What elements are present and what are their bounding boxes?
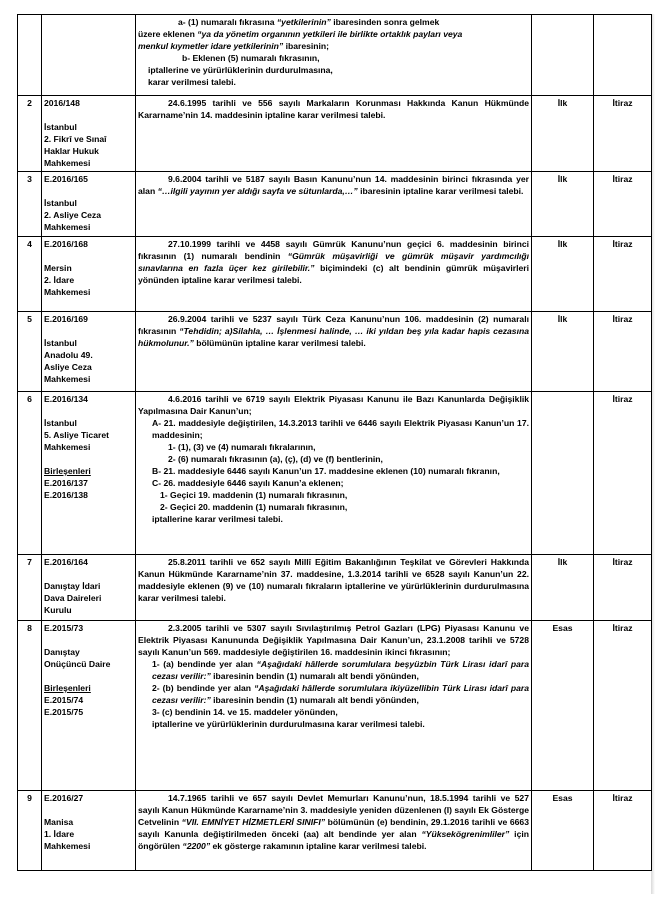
- request-paragraph: [138, 238, 529, 286]
- request-paragraph: [138, 718, 529, 730]
- text-segment: B- 21. maddesiyle 6446 sayılı Kanun’un 17. maddesine eklenen (10) numaralı fıkranın,: [152, 466, 500, 476]
- text-segment: 1- (a) bendinde yer alan: [152, 659, 257, 669]
- case-cell: [42, 791, 136, 871]
- review-type-cell: Esas: [532, 621, 594, 791]
- court-name-line: Mersin: [44, 263, 72, 273]
- text-segment: 4.6.2016 tarihli ve 6719 sayılı Elektrik Piyasası Kanunu ile Bazı Kanunlarda Değişiklik Yapılmasına Dair Kanun’un;: [138, 394, 529, 416]
- court-name-line: Danıştay: [44, 647, 80, 657]
- text-segment: 9.6.2004 tarihli ve 5187 sayılı Basın Kanunu’nun 14. maddesinin birinci fıkrasında yer alan: [138, 174, 529, 196]
- joined-cases-label: Birleşenleri: [44, 683, 91, 693]
- request-paragraph: [138, 792, 529, 852]
- table-row: [18, 555, 652, 621]
- text-segment: ek gösterge rakamının iptaline karar verilmesi talebi.: [210, 841, 427, 851]
- text-segment: 14.7.1965 tarihli ve 657 sayılı Devlet Memurları Kanunu’nun, 18.5.1994 tarihli ve 527 sayılı Kanun Hükmünde Kararname’nin 3. maddesiyle yeniden düzenlenen (I) sayılı Ek Gösterge Cetvelinin: [138, 793, 529, 827]
- quoted-text: “Tehdidin; a)Silahla, … İşlenmesi halinde, … iki yıldan beş yıla kadar hapis cezasına hükmolunur.”: [138, 326, 530, 348]
- review-type-cell: İlk: [532, 237, 594, 312]
- text-segment: için öngörülen: [138, 829, 529, 851]
- court-name-line: Anadolu 49.: [44, 350, 93, 360]
- request-paragraph: [138, 556, 529, 604]
- review-type-cell: [532, 15, 594, 96]
- request-line: [138, 28, 529, 40]
- request-text-cell: [136, 555, 532, 621]
- case-cell: [42, 15, 136, 96]
- case-number: E.2016/164: [44, 557, 88, 567]
- text-segment: biçimindeki (c) alt bendinin gümrük müşavirleri yönünden iptaline karar verilmesi talebi.: [138, 263, 529, 285]
- text-segment: üzere eklenen: [138, 29, 198, 39]
- row-number-cell: 8: [18, 621, 42, 791]
- case-number: E.2015/73: [44, 623, 84, 633]
- quoted-text: “Gümrük müşavirliği ve gümrük müşavir yardımcılığı sınavlarına en fazla üçer kez girilebilir.”: [138, 251, 529, 273]
- request-text-cell: [136, 392, 532, 555]
- case-cell: [42, 312, 136, 392]
- spacer: [44, 109, 133, 121]
- request-paragraph: [138, 682, 529, 706]
- case-cell: [42, 555, 136, 621]
- text-segment: 27.10.1999 tarihli ve 4458 sayılı Gümrük Kanunu’nun geçici 6. maddesinin birinci fıkrasının (1) numaralı bendinin: [138, 239, 529, 261]
- joined-case-number: E.2016/138: [44, 490, 88, 500]
- court-name-line: 2. Asliye Ceza: [44, 210, 102, 220]
- cases-table: [17, 14, 652, 871]
- text-segment: iptallerine karar verilmesi talebi.: [152, 514, 283, 524]
- case-cell: [42, 392, 136, 555]
- quoted-text: “Yüksekögrenimliler”: [421, 829, 510, 839]
- text-segment: 2.3.2005 tarihli ve 5307 sayılı Sıvılaştırılmış Petrol Gazları (LPG) Piyasası Kanunu ve Elektrik Piyasası Kanununda Değişiklik Yapılmasına Dair Kanun’un, 23.1.2008 tarihli ve 5728 sayılı Kanun’un 569. maddesiyle değiştirilen 16. maddesinin ikinci fıkrasının;: [138, 623, 529, 657]
- request-paragraph: [138, 441, 529, 453]
- table-row: [18, 791, 652, 871]
- court-name-line: Mahkemesi: [44, 841, 91, 851]
- quoted-text: “2200”: [182, 841, 211, 851]
- table-row: [18, 172, 652, 237]
- request-line: [138, 76, 529, 88]
- request-paragraph: [138, 97, 529, 121]
- court-name-line: Mahkemesi: [44, 374, 91, 384]
- request-text-cell: [136, 621, 532, 791]
- case-number: E.2016/168: [44, 239, 88, 249]
- court-name-line: Danıştay İdari: [44, 581, 101, 591]
- text-segment: iptallerine ve yürürlüklerinin durdurulmasına karar verilmesi talebi.: [152, 719, 425, 729]
- text-segment: ibaresinin bendin (1) numaralı alt bendi yönünden,: [210, 695, 419, 705]
- case-number: E.2016/134: [44, 394, 88, 404]
- request-line: [138, 16, 529, 28]
- court-name-line: İstanbul: [44, 418, 77, 428]
- application-type-cell: İtiraz: [594, 392, 652, 555]
- row-number-cell: 4: [18, 237, 42, 312]
- request-paragraph: [138, 477, 529, 489]
- spacer: [44, 405, 133, 417]
- court-name-line: 5. Asliye Ticaret: [44, 430, 109, 440]
- text-segment: ibaresinin bendin (1) numaralı alt bendi yönünden,: [210, 671, 419, 681]
- quoted-text: “ya da yönetim organının yetkileri ile birlikte ortaklık payları veya: [197, 29, 463, 39]
- text-segment: ibaresinden sonra gelmek: [330, 17, 440, 27]
- request-paragraph: [138, 658, 529, 682]
- spacer: [44, 670, 133, 682]
- application-type-cell: İtiraz: [594, 237, 652, 312]
- text-segment: bölümünün (e) bendinin, 29.1.2016 tarihli ve 6663 sayılı Kanunla değiştirilmeden önceki (aa) alt bendinde yer alan: [138, 817, 529, 839]
- request-paragraph: [138, 706, 529, 718]
- joined-case-number: E.2015/75: [44, 707, 84, 717]
- application-type-cell: İtiraz: [594, 172, 652, 237]
- court-name-line: Mahkemesi: [44, 442, 91, 452]
- spacer: [44, 453, 133, 465]
- case-number: E.2016/27: [44, 793, 84, 803]
- request-line: [138, 64, 529, 76]
- court-name-line: Mahkemesi: [44, 158, 91, 168]
- court-name-line: Asliye Ceza: [44, 362, 92, 372]
- spacer: [44, 325, 133, 337]
- application-type-cell: İtiraz: [594, 791, 652, 871]
- case-cell: [42, 621, 136, 791]
- court-name-line: 1. İdare: [44, 829, 75, 839]
- review-type-cell: İlk: [532, 555, 594, 621]
- request-paragraph: [138, 622, 529, 658]
- request-paragraph: [138, 489, 529, 501]
- text-segment: 3- (c) bendinin 14. ve 15. maddeler yönünden,: [152, 707, 338, 717]
- text-segment: karar verilmesi talebi.: [148, 77, 236, 87]
- spacer: [44, 568, 133, 580]
- request-paragraph: [138, 453, 529, 465]
- quoted-text: “Aşağıdaki hâllerde sorumlulara beşyüzbin Türk Lirası idarî para cezası verilir:”: [152, 659, 529, 681]
- quoted-text: menkul kıymetler idare yetkilerinin”: [138, 41, 284, 51]
- row-number-cell: 9: [18, 791, 42, 871]
- text-segment: ibaresinin;: [283, 41, 330, 51]
- text-segment: 1- Geçici 19. maddenin (1) numaralı fıkrasının,: [160, 490, 348, 500]
- request-text-cell: [136, 15, 532, 96]
- request-paragraph: [138, 173, 529, 197]
- joined-case-number: E.2016/137: [44, 478, 88, 488]
- row-number-cell: 5: [18, 312, 42, 392]
- case-cell: [42, 172, 136, 237]
- court-name-line: İstanbul: [44, 198, 77, 208]
- table-row: [18, 621, 652, 791]
- request-paragraph: [138, 513, 529, 525]
- text-segment: C- 26. maddesiyle 6446 sayılı Kanun’a eklenen;: [152, 478, 344, 488]
- court-name-line: Kurulu: [44, 605, 72, 615]
- case-number: 2016/148: [44, 98, 80, 108]
- request-paragraph: [138, 313, 529, 349]
- court-name-line: Manisa: [44, 817, 74, 827]
- row-number-cell: 3: [18, 172, 42, 237]
- text-segment: 1- (1), (3) ve (4) numaralı fıkralarının,: [168, 442, 316, 452]
- text-segment: bölümünün iptaline karar verilmesi talebi.: [193, 338, 366, 348]
- table-row: [18, 96, 652, 172]
- spacer: [44, 634, 133, 646]
- case-cell: [42, 96, 136, 172]
- row-number-cell: 2: [18, 96, 42, 172]
- quoted-text: “Aşağıdaki hâllerde sorumlulara ikiyüzellibin Türk Lirası idarî para cezası verilir:”: [152, 683, 529, 705]
- application-type-cell: İtiraz: [594, 96, 652, 172]
- text-segment: 24.6.1995 tarihli ve 556 sayılı Markaların Korunması Hakkında Kanun Hükmünde Kararname’nin 14. maddesinin iptaline karar verilmesi talebi.: [138, 98, 529, 120]
- request-paragraph: [138, 417, 529, 441]
- request-text-cell: [136, 312, 532, 392]
- review-type-cell: İlk: [532, 96, 594, 172]
- table-row: [18, 15, 652, 96]
- application-type-cell: İtiraz: [594, 621, 652, 791]
- request-paragraph: [138, 465, 529, 477]
- application-type-cell: İtiraz: [594, 555, 652, 621]
- application-type-cell: İtiraz: [594, 312, 652, 392]
- court-name-line: 2. Fikrî ve Sınaî: [44, 134, 107, 144]
- request-text-cell: [136, 237, 532, 312]
- request-paragraph: [138, 393, 529, 417]
- application-type-cell: [594, 15, 652, 96]
- table-row: [18, 392, 652, 555]
- text-segment: ibaresinin iptaline karar verilmesi talebi.: [357, 186, 524, 196]
- table-row: [18, 312, 652, 392]
- review-type-cell: İlk: [532, 312, 594, 392]
- court-name-line: Dava Daireleri: [44, 593, 102, 603]
- case-cell: [42, 237, 136, 312]
- text-segment: iptallerine ve yürürlüklerinin durdurulmasına,: [148, 65, 333, 75]
- text-segment: 2- (b) bendinde yer alan: [152, 683, 255, 693]
- case-number: E.2016/169: [44, 314, 88, 324]
- court-name-line: İstanbul: [44, 338, 77, 348]
- court-name-line: Onüçüncü Daire: [44, 659, 111, 669]
- court-name-line: Mahkemesi: [44, 287, 91, 297]
- text-segment: A- 21. maddesiyle değiştirilen, 14.3.2013 tarihli ve 6446 sayılı Elektrik Piyasası Kanun’un 17. maddesinin;: [152, 418, 529, 440]
- request-paragraph: [138, 501, 529, 513]
- row-number-cell: 7: [18, 555, 42, 621]
- text-segment: 25.8.2011 tarihli ve 652 sayılı Millî Eğitim Bakanlığının Teşkilat ve Görevleri Hakkında Kanun Hükmünde Kararname’nin 37. maddesine, 1.3.2014 tarihli ve 6528 sayılı Kanun’un 22. maddesiyle eklenen (9) ve (10) numaralı fıkraların iptallerine ve yürürlüklerinin durdurulmasına karar verilmesi talebi.: [138, 557, 529, 603]
- text-segment: 2- (6) numaralı fıkrasının (a), (ç), (d) ve (f) bentlerinin,: [168, 454, 383, 464]
- text-segment: a- (1) numaralı fıkrasına: [178, 17, 277, 27]
- spacer: [44, 804, 133, 816]
- joined-cases-label: Birleşenleri: [44, 466, 91, 476]
- spacer: [44, 185, 133, 197]
- request-text-cell: [136, 96, 532, 172]
- text-segment: b- Eklenen (5) numaralı fıkrasının,: [182, 53, 320, 63]
- court-name-line: 2. İdare: [44, 275, 75, 285]
- review-type-cell: Esas: [532, 791, 594, 871]
- row-number-cell: [18, 15, 42, 96]
- request-line: [138, 52, 529, 64]
- text-segment: 2- Geçici 20. maddenin (1) numaralı fıkrasının,: [160, 502, 348, 512]
- review-type-cell: [532, 392, 594, 555]
- row-number-cell: 6: [18, 392, 42, 555]
- case-number: E.2016/165: [44, 174, 88, 184]
- request-text-cell: [136, 172, 532, 237]
- court-name-line: Mahkemesi: [44, 222, 91, 232]
- cases-table-body: [18, 15, 652, 871]
- quoted-text: “VII. EMNİYET HİZMETLERİ SINIFI”: [181, 817, 326, 827]
- joined-case-number: E.2015/74: [44, 695, 84, 705]
- review-type-cell: İlk: [532, 172, 594, 237]
- table-row: [18, 237, 652, 312]
- quoted-text: “…ilgili yayının yer aldığı sayfa ve sütunlarda,…”: [157, 186, 358, 196]
- request-text-cell: [136, 791, 532, 871]
- text-segment: 26.9.2004 tarihli ve 5237 sayılı Türk Ceza Kanunu’nun 106. maddesinin (2) numaralı fıkrasının: [138, 314, 529, 336]
- quoted-text: “yetkilerinin”: [276, 17, 331, 27]
- request-line: [138, 40, 529, 52]
- spacer: [44, 250, 133, 262]
- court-name-line: Haklar Hukuk: [44, 146, 99, 156]
- court-name-line: İstanbul: [44, 122, 77, 132]
